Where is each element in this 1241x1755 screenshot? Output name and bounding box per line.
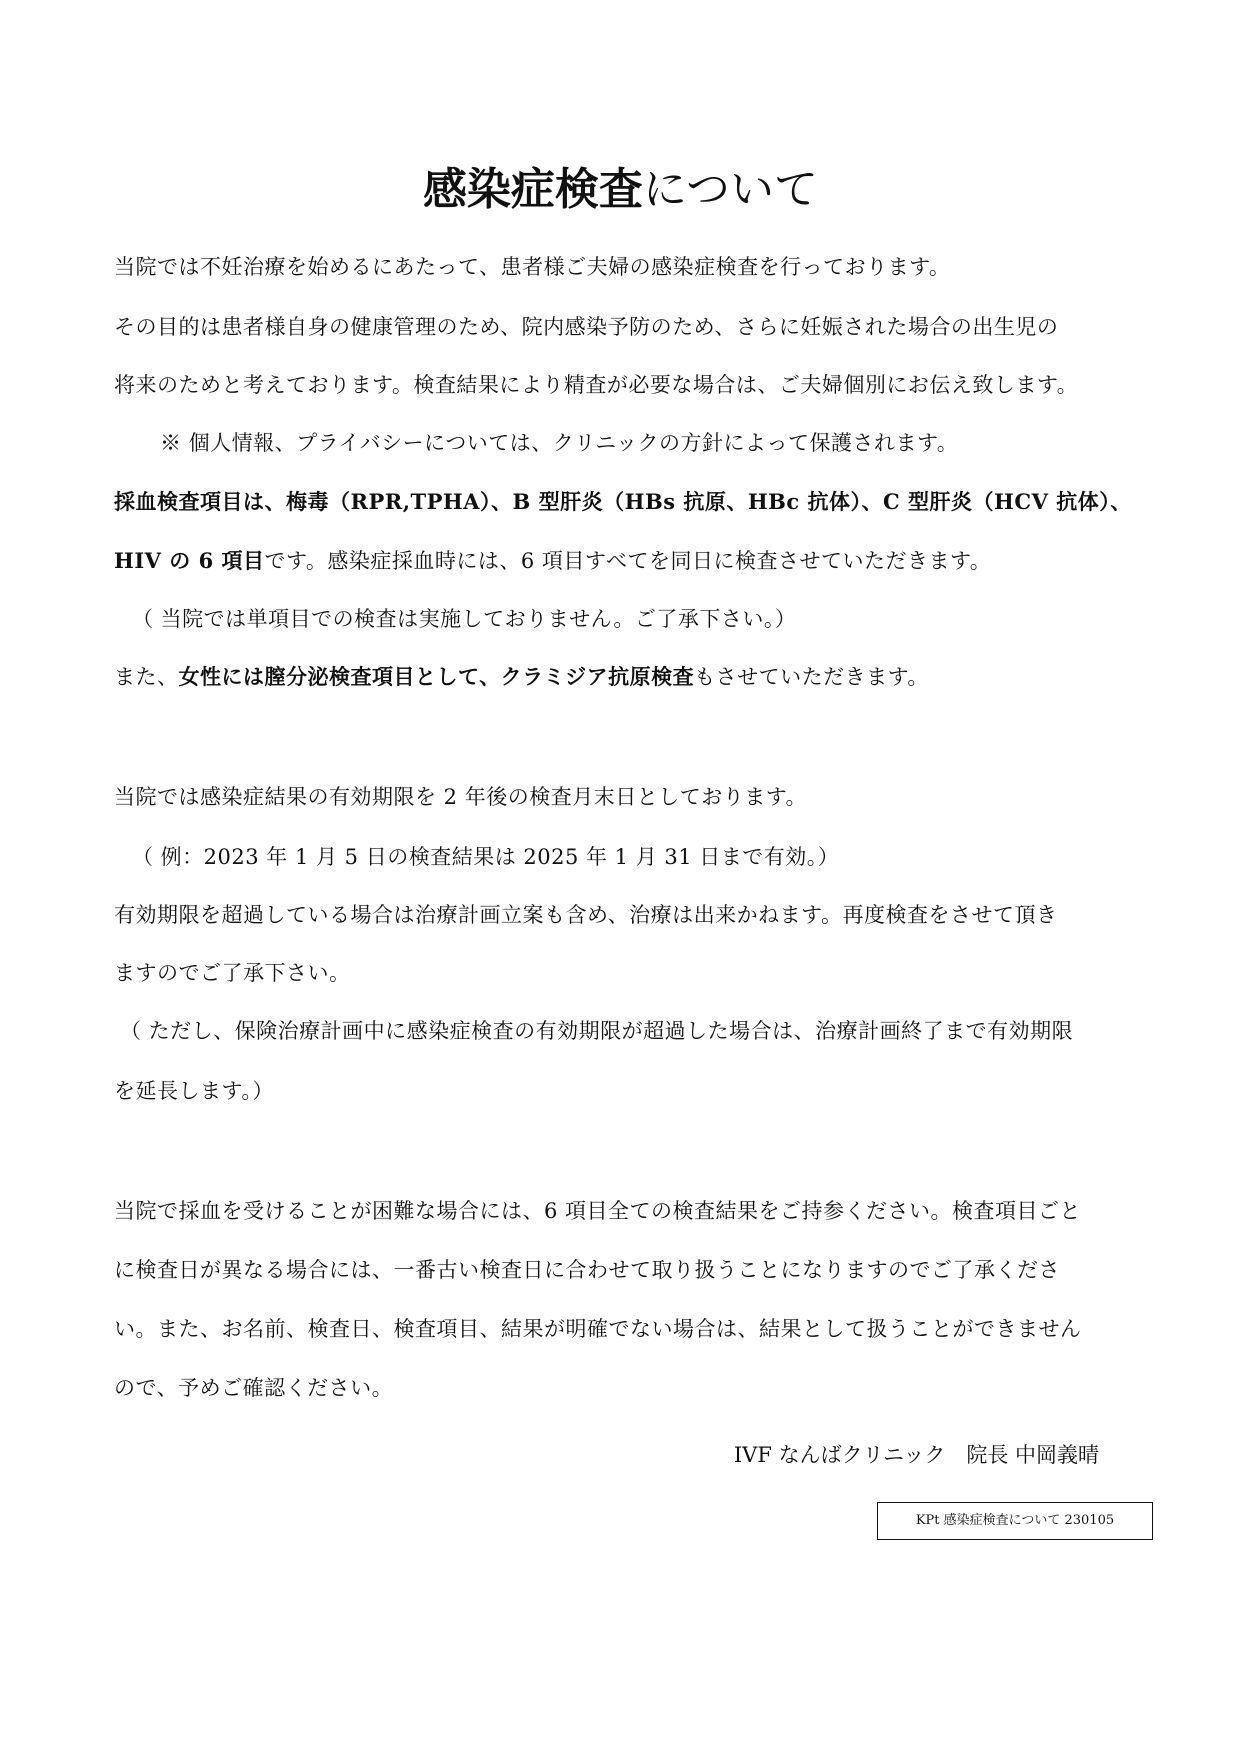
tests-count-rest: です。感染症採血時には、6 項目すべてを同日に検査させていただきます。: [264, 549, 992, 573]
tests-line-1: [114, 487, 1132, 517]
document-code-box: KPt 感染症検査について 230105: [877, 1502, 1153, 1540]
privacy-note: ※ 個人情報、プライバシーについては、クリニックの方針によって保護されます。: [160, 431, 959, 455]
clinic-signature: IVF なんばクリニック 院長 中岡義晴: [733, 1443, 1099, 1467]
validity-line-4: ますのでご了承下さい。: [114, 961, 351, 985]
tests-items-bold: 採血検査項目は、梅毒（RPR,TPHA）、B 型肝炎（HBs 抗原、HBc 抗体）、C 型肝炎（HCV 抗体）、: [114, 489, 1132, 514]
chlamydia-post: もさせていただきます。: [694, 665, 929, 689]
validity-example: （ 例：2023 年 1 月 5 日の検査結果は 2025 年 1 月 31 日まで有効。）: [132, 845, 840, 869]
page-title: [0, 160, 1241, 220]
tests-count-bold: HIV の 6 項目: [114, 548, 265, 573]
external-line-1: 当院で採血を受けることが困難な場合には、6 項目全ての検査結果をご持参ください。検査項目ごと: [114, 1199, 1082, 1223]
validity-line-5: （ ただし、保険治療計画中に感染症検査の有効期限が超過した場合は、治療計画終了まで有効期限: [120, 1019, 1074, 1043]
intro-line-1: 当院では不妊治療を始めるにあたって、患者様ご夫婦の感染症検査を行っております。: [114, 255, 951, 279]
intro-line-2: その目的は患者様自身の健康管理のため、院内感染予防のため、さらに妊娠された場合の出生児の: [114, 315, 1059, 339]
validity-line-1: 当院では感染症結果の有効期限を 2 年後の検査月末日としております。: [114, 785, 808, 809]
single-item-note: （ 当院では単項目での検査は実施しておりません。ご了承下さい。）: [132, 607, 797, 631]
validity-line-3: 有効期限を超過している場合は治療計画立案も含め、治療は出来かねます。再度検査をさせて頂き: [114, 903, 1058, 927]
title-regular: について: [642, 164, 819, 215]
chlamydia-bold: 女性には膣分泌検査項目として、クラミジア抗原検査: [178, 664, 695, 689]
validity-line-6: を延長します。）: [114, 1079, 274, 1103]
chlamydia-line: [114, 662, 929, 692]
external-line-2: に検査日が異なる場合には、一番古い検査日に合わせて取り扱うことになりますのでご了承くださ: [114, 1258, 1060, 1282]
external-line-4: ので、予めご確認ください。: [114, 1376, 394, 1400]
tests-line-2: [114, 546, 991, 576]
external-line-3: い。また、お名前、検査日、検査項目、結果が明確でない場合は、結果として扱うことができません: [114, 1317, 1082, 1341]
title-bold: 感染症検査: [422, 164, 643, 215]
chlamydia-pre: また、: [114, 665, 179, 689]
intro-line-3: 将来のためと考えております。検査結果により精査が必要な場合は、ご夫婦個別にお伝え致します。: [114, 373, 1079, 397]
